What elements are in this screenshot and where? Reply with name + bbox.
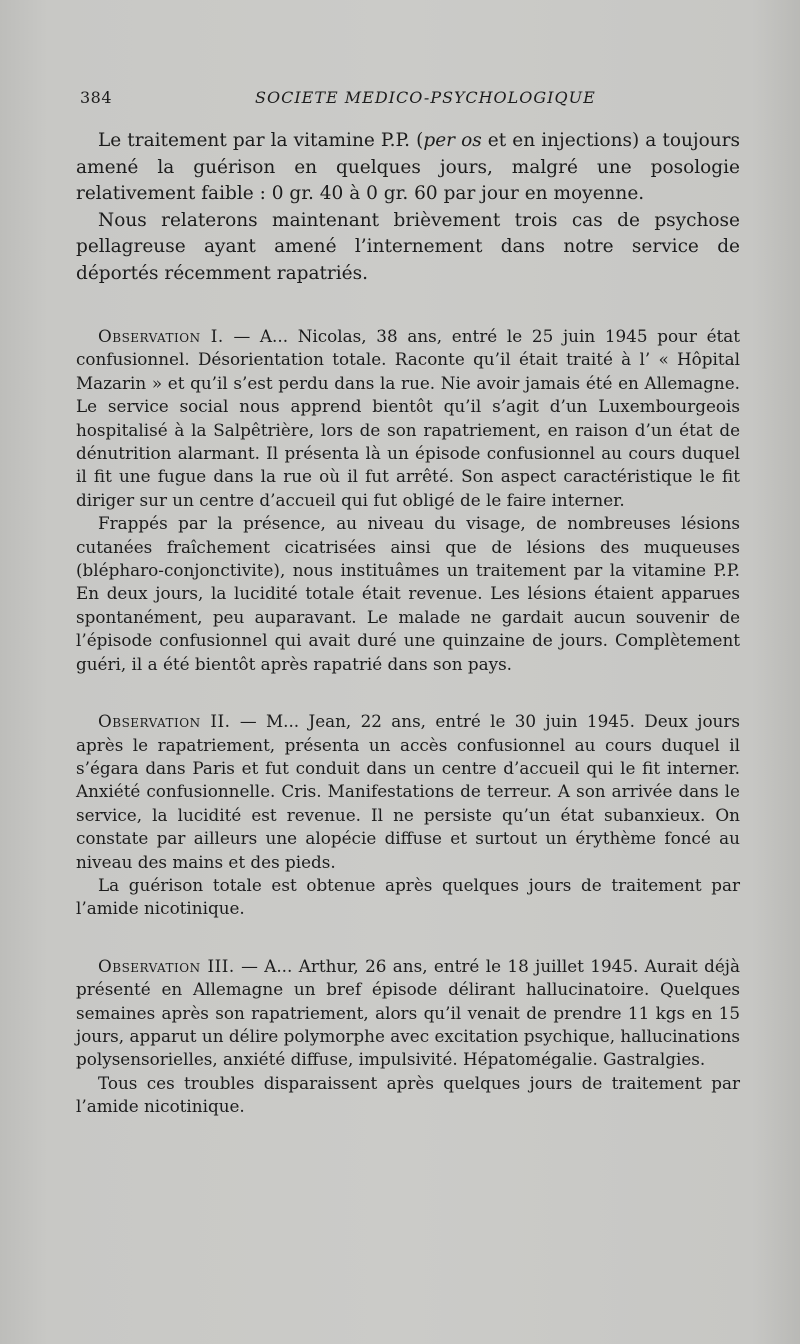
observation-3 xyxy=(76,955,740,1119)
page-body xyxy=(76,128,740,1119)
observation-2-paragraph-1: Observation II. — M... Jean, 22 ans, entré le 30 juin 1945. Deux jours après le rapatriement, présenta un accès confusionnel au cours duquel il s’égara dans Paris et fut conduit dans un centre d’accueil qui le fit interner. Anxiété confusionnelle. Cris. Manifestations de terreur. A son arrivée dans le service, la lucidité est revenue. Il ne persiste qu’un état subanxieux. On constate par ailleurs une alopécie diffuse et surtout un érythème foncé au niveau des mains et des pieds. xyxy=(76,711,740,872)
observation-1 xyxy=(76,325,740,676)
observation-label: Observation I. xyxy=(98,326,224,346)
observation-2-paragraph-2: La guérison totale est obtenue après quelques jours de traitement par l’amide nicotinique. xyxy=(76,874,740,919)
intro-paragraph-2: Nous relaterons maintenant brièvement trois cas de psychose pellagreuse ayant amené l’internement dans notre service de déportés récemment rapatriés. xyxy=(76,209,740,284)
observation-3-paragraph-2: Tous ces troubles disparaissent après quelques jours de traitement par l’amide nicotinique. xyxy=(76,1072,740,1117)
observation-label: Observation II. xyxy=(98,711,231,732)
observation-1-paragraph-1: Observation I. — A... Nicolas, 38 ans, entré le 25 juin 1945 pour état confusionnel. Désorientation totale. Raconte qu’il était traité à l’ « Hôpital Mazarin » et qu’il s’est perdu dans la rue. Nie avoir jamais été en Allemagne. Le service social nous apprend bientôt qu’il s’agit d’un Luxembourgeois hospitalisé à la Salpêtrière, lors de son rapatriement, en raison d’un état de dénutrition alarmant. Il présenta là un épisode confusionnel au cours duquel il fit une fugue dans la rue où il fut arrêté. Son aspect caractéristique le fit diriger sur un centre d’accueil qui fut obligé de le faire interner. xyxy=(76,326,740,510)
observation-2 xyxy=(76,710,740,921)
page-header xyxy=(80,88,740,112)
observation-label: Observation III. xyxy=(98,955,235,976)
observation-1-paragraph-2: Frappés par la présence, au niveau du visage, de nombreuses lésions cutanées fraîchement cicatrisées ainsi que de lésions des muqueuses (blépharo-conjonctivite), nous instituâmes un traitement par la vitamine P.P. En deux jours, la lucidité totale était revenue. Les lésions étaient apparues spontanément, peu auparavant. Le malade ne gardait aucun souvenir de l’épisode confusionnel qui avait duré une quinzaine de jours. Complètement guéri, il a été bientôt après rapatrié dans son pays. xyxy=(76,513,740,674)
running-title: SOCIETE MEDICO-PSYCHOLOGIQUE xyxy=(255,88,596,107)
intro-paragraph-1: Le traitement par la vitamine P.P. (per os et en injections) a toujours amené la guérison en quelques jours, malgré une posologie relativement faible : 0 gr. 40 à 0 gr. 60 par jour en moyenne. xyxy=(76,130,740,204)
italic-phrase: per os xyxy=(423,130,482,151)
intro-section xyxy=(76,128,740,287)
observation-3-paragraph-1: Observation III. — A... Arthur, 26 ans, entré le 18 juillet 1945. Aurait déjà présenté en Allemagne un bref épisode délirant hallucinatoire. Quelques semaines après son rapatriement, alors qu’il venait de prendre 11 kgs en 15 jours, apparut un délire polymorphe avec excitation psychique, hallucinations polysensorielles, anxiété diffuse, impulsivité. Hépatomégalie. Gastralgies. xyxy=(76,955,740,1070)
page-number: 384 xyxy=(80,88,113,107)
